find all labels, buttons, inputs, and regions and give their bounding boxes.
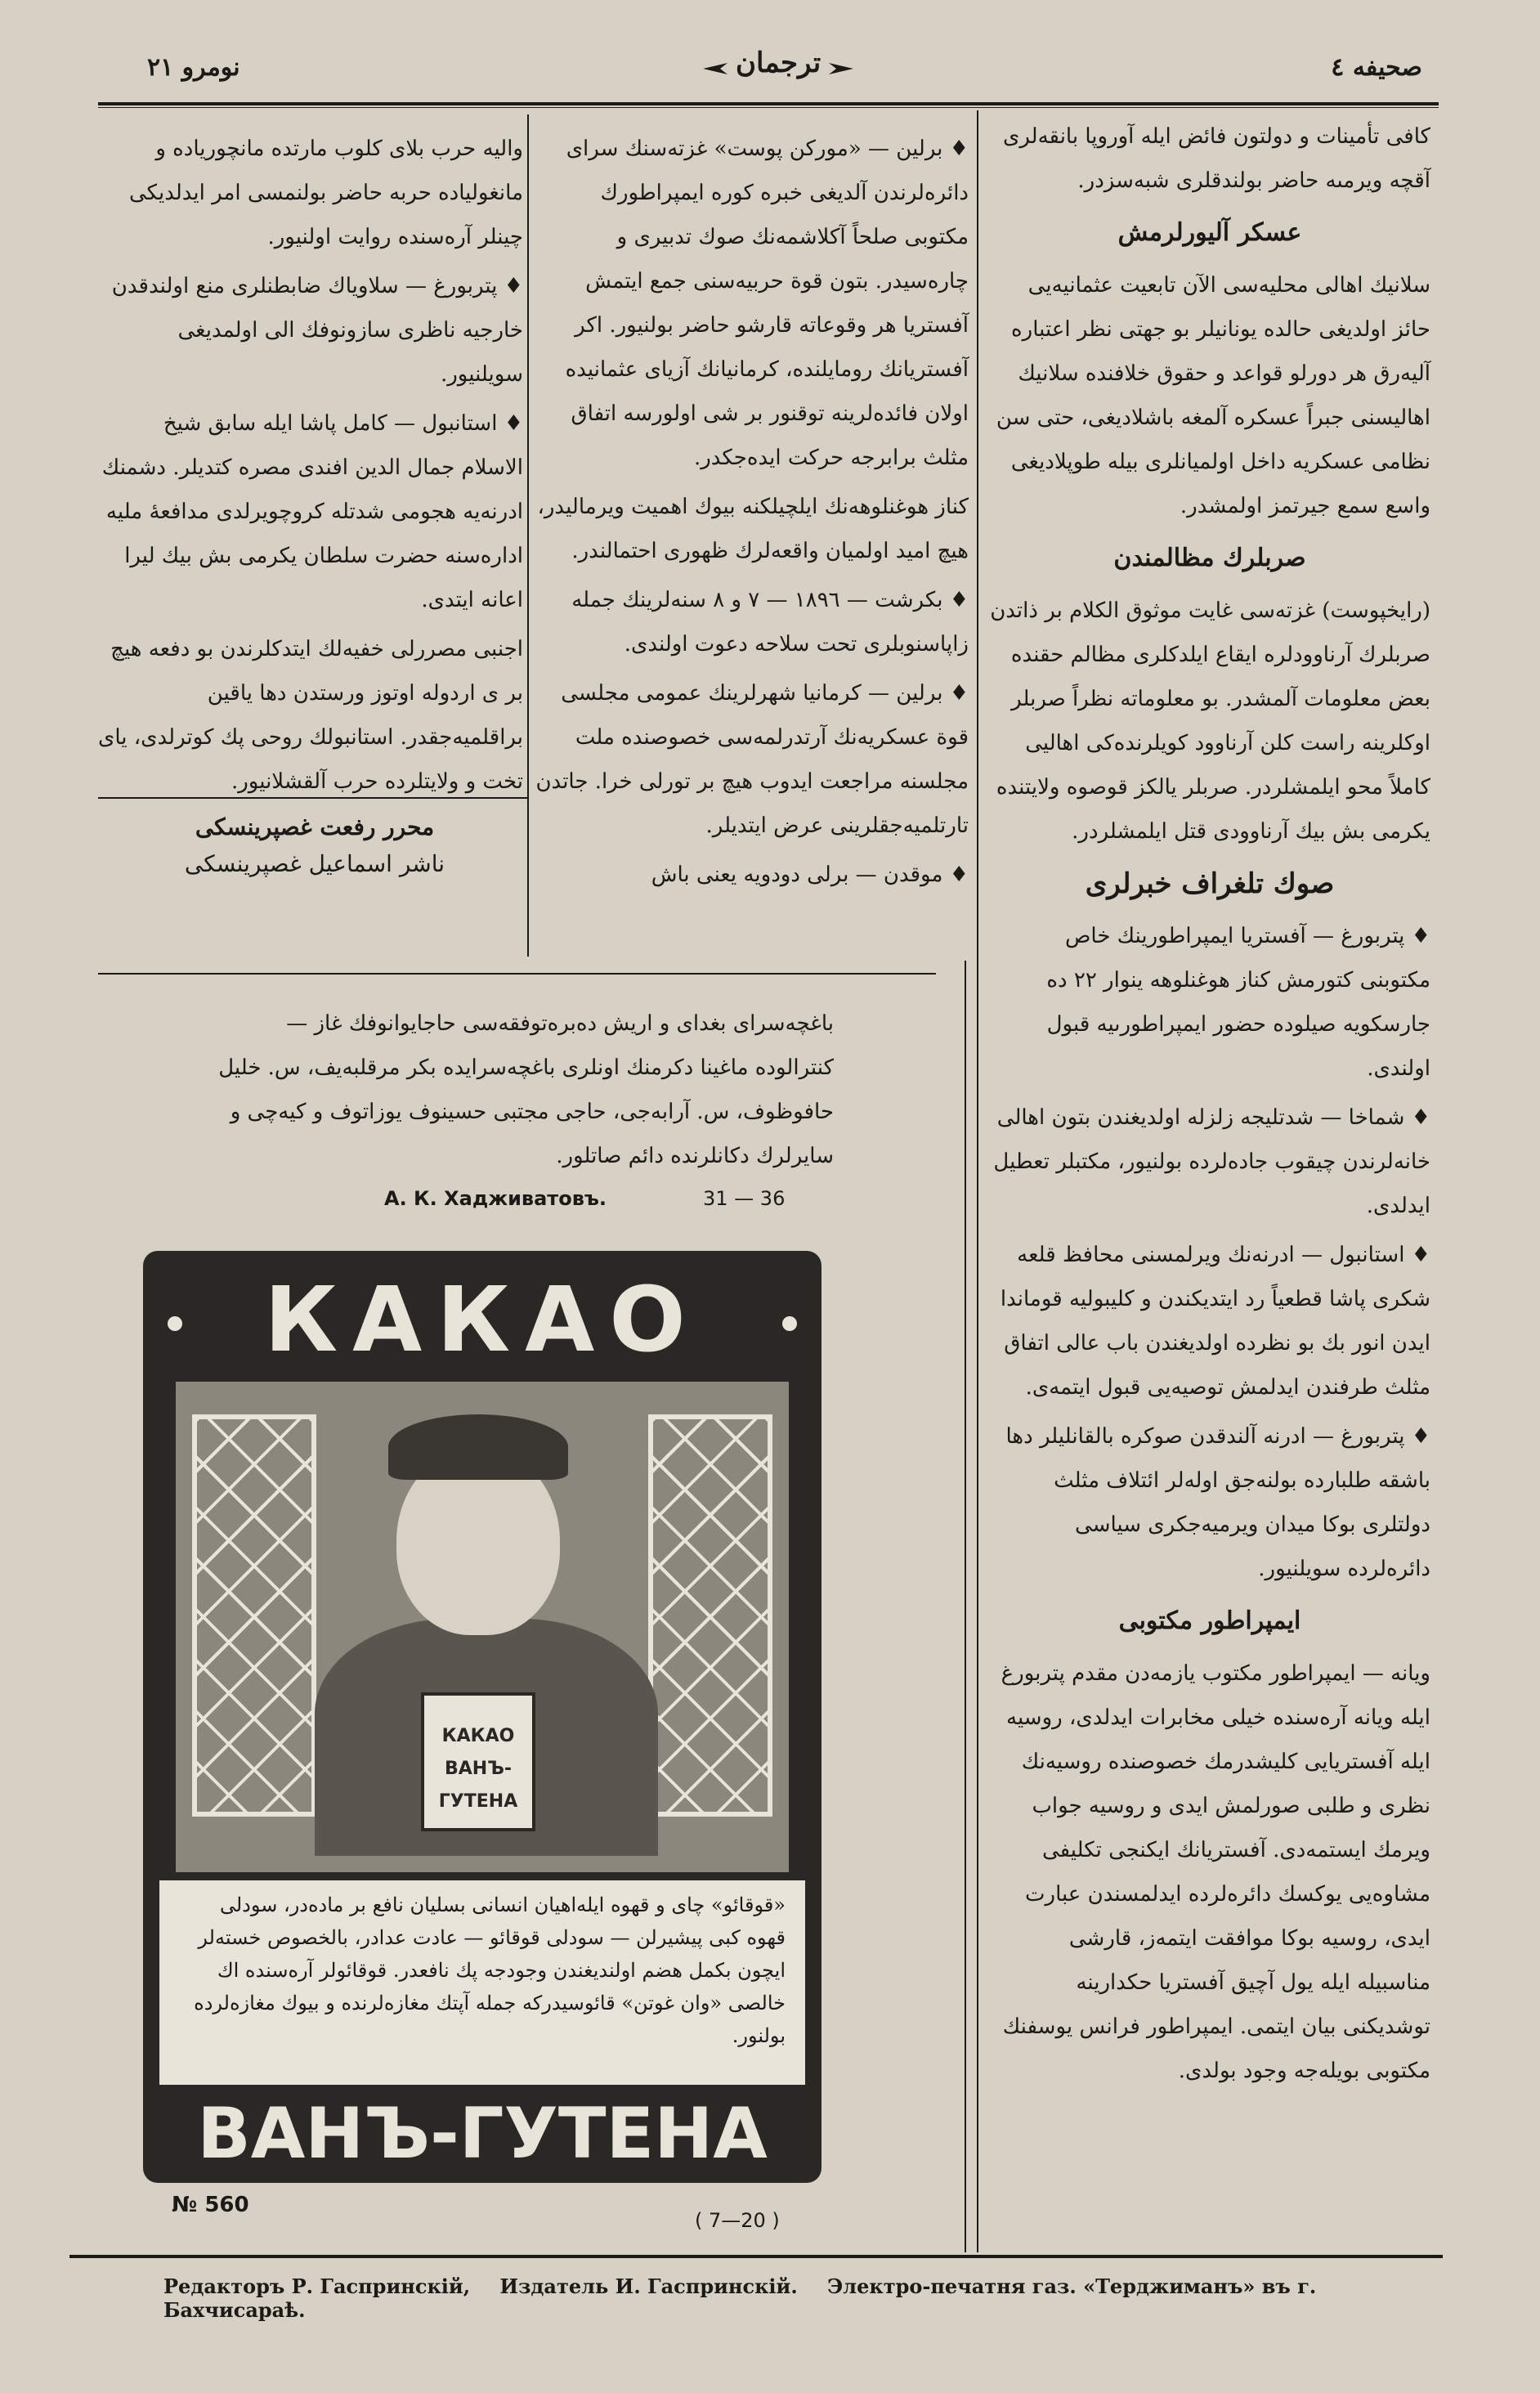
telegram-item: ♦ شماخا — شدتليجە زلزلە اولديغندن بتون اهالى خانەلرندن چيقوب جادەلردە بولنيور، مكتبلر تعطيل ايدلدى. [993, 1105, 1430, 1218]
masthead [98, 45, 1439, 102]
telegram-item: ♦ پتربورغ — ادرنە آلندقدن صوكره بالقانليلر دها باشقه طلبارده بولنەجق اولەلر ائتلاف مثلث دولتلرى بوكا ميدان ويرميەجكرى سياسى دائرەلرده سويلنيور. [1005, 1424, 1430, 1581]
telegram-item: ♦ استانبول — ادرنەنك ويرلمسنى محافظ قلعە شكرى پاشا قطعياً رد ايتديكندن و كليبوليە قوماندا ايدن انور بك بو نظرده اولديغندن باب عالى اتفاق مثلث طرفندن ايدلمش توصيەيى قبول ايتمەى. [1000, 1243, 1430, 1400]
page-number: صحيفه ٤ [1331, 53, 1422, 82]
telegram-item: ♦ برلين — كرمانيا شهرلرينك عمومى مجلسى قوة عسكريەنك آرتدرلمەسى خصوصنده ملت مجلسنه مراجعت ايدوب هيچ بر تورلى خرا. جاتدن تارتلميەجقلرينى عرض ايتديلر. [535, 681, 969, 838]
telegram-item: ♦ پتربورغ — سلاوياك ضابطنلرى منع اولندقدن خارجيە ناظرى سازونوفك الى اولمديغى سويلنيور. [111, 274, 523, 387]
notice-text: باغچەسراى بغداى و اريش دەبرەتوفقەسى حاجايوانوفك غاز — كنترالودە ماغينا دكرمنك اونلرى باغچەسرايدە بكر مرقلبەيف، س. خليل حافوظوف، س. آرابەجى، حاجى مجتبى حسينوف يوزاتوف و كيەچى و سايرلرك دكانلرنده دائم صاتلور. [218, 1011, 834, 1168]
cocoa-tin: КАКАО ВАНЪ-ГУТЕНА [421, 1692, 535, 1831]
article-heading: صوك تلغراف خبرلرى [1085, 867, 1335, 900]
ad-brand: ВАНЪ-ГУТЕНА [197, 2093, 768, 2175]
ad-title: КАКАО [264, 1267, 701, 1372]
ad-code: ( 7—20 ) [695, 2209, 780, 2232]
telegram-item: ♦ برلين — «موركن پوست» غزتەسنك سراى دائرەلرندن آلديغى خبره كوره ايمپراطورك مكتوبى صلحاً آكلاشمەنك صوك تدبيرى و چارەسيدر. بتون قوة حربيەسنى جمع ايتمش آفستريا هر وقوعاتە قارشو حاضر بولنيور. اكر آفستريانك رومايلندە، كرمانيانك آزياى عثمانيدە اولان فائدەلرينە توقنور بر شى اولورسە اتفاق مثلث برابرجە حركت ايدەجكدر. [565, 137, 969, 470]
telegram-item: ♦ استانبول — كامل پاشا ايلە سابق شيخ الاسلام جمال الدين افندى مصره كتديلر. دشمنك ادرنەيە هجومى شدتلە كروچويرلدى مدافعۀ مليە ادارەسنە حضرت سلطان يكرمى بش بيك ليرا اعانە ايتدى. [101, 411, 523, 612]
masthead-rule [98, 102, 1439, 105]
ad-body-text: «قوقائو» چاى و قهوە ايلەاهيان انسانى بسليان نافع بر مادەدر، سودلى قهوە كبى پيشيرلن — سودلى قوقائو — عادت عدادر، بالخصوص خستەلر ايچون بكمل هضم اولنديغندن وجودجه پك نافعدر. قوقائولر آرەسندە اك خالصى «وان غوتن» قائوسيدركه جملە آپتك مغازەلرنده و بيوك مغازەلرده بولنور. [159, 1880, 805, 2085]
column-divider-lower [965, 961, 966, 2252]
masthead-rule-thin [98, 107, 1439, 108]
footer-imprint [163, 2274, 1390, 2322]
figure-cap [388, 1414, 568, 1480]
shutter-right [648, 1414, 772, 1817]
footer-publisher: Издатель И. Гаспринскій. [499, 2274, 798, 2298]
article-heading: عسكر آليورلرمش [1117, 218, 1302, 247]
column-left [98, 127, 523, 809]
column-right [989, 114, 1430, 2098]
column-divider-right [977, 110, 978, 2252]
article-paragraph: (رايخپوست) غزتەسى غايت موثوق الكلام بر ذاتدن صربلرك آرناوودلرە ايقاع ايلدكلرى مظالم حقنده بعض معلومات آلمشدر. بو معلوماتە نظراً صربلر اوكلرينە راست كلن آرناوود كويلرندەكى اهاليى كاملاً محو ايلمشلردر. صربلر يالكز قوصوە ولايتندە يكرمى بش بيك آرناوودى قتل ايلمشلردر. [990, 598, 1430, 844]
section-rule [98, 973, 936, 975]
article-paragraph: ويانه — ايمپراطور مكتوب يازمەدن مقدم پتربورغ ايلە ويانه آرەسندە خيلى مخابرات ايدلدى، روسيە ايلە آفستريايى كليشدرمك خصوصنده روسيەنك نظرى و طلبى صورلمش ايدى و روسيە جواب ويرمك ايستمەدى. آفستريانك ايكنجى تكليفى مشاوەيى يوكسك دائرەلرده ايدلمسندن عبارت ايدى، روسيە بوكا موافقت ايتمەز، قارشى مناسبيلە ايلە يول آچيق آفستريا حكدارينە توشديكنى بيان ايتمى. ايمپراطور فرانس يوسفنك مكتوبى بويلەجە وجود بولدى. [1001, 1661, 1430, 2083]
telegram-item: واليە حرب بلاى كلوب مارتده مانچوريادە و مانغوليادە حربە حاضر بولنمسى امر ايدلديكى چينلر آرەسندە روايت اولنيور. [128, 137, 523, 249]
column-divider-left [527, 114, 529, 957]
footer-rule [69, 2255, 1443, 2258]
ad-maker-line: Наблюдать подпись: Н Фабрикантъ С. J. Van Houten & Zoon, Weesp (Голландія). [208, 2068, 757, 2084]
cocoa-advert [143, 1251, 821, 2183]
telegram-item: كناز هوغنلوهەنك ايلچيلكنە بيوك اهميت ويرماليدر، هيچ اميد اولميان واقعەلرك ظهورى احتمالندر. [537, 495, 969, 563]
telegram-item: اجنبى مصررلى خفيەلك ايتدكلرندن بو دفعه هيچ بر ى اردوله اوتوز ورستدن دها ياقين براقلميەجقدر. استانبولك روحى پك كوترلدى، ياى تخت و ولايتلرده حرب آلقشلانيور. [97, 637, 523, 794]
editor-signature: محرر رفعت غصپرينسكى [195, 813, 435, 840]
ad-number: № 560 [172, 2193, 249, 2217]
notice-code: 31 — 36 [703, 1187, 786, 1210]
notice-signature: А. К. Хадживатовъ. [384, 1187, 607, 1210]
ad-illustration [176, 1382, 789, 1872]
article-paragraph: كافى تأمينات و دولتون فائض ايله آوروپا بانقەلرى آقچە ويرمىە حاضر بولندقلرى شبەسزدر. [1002, 124, 1430, 193]
telegram-item: ♦ موقدن — برلى دودويه يعنى باش [651, 863, 969, 887]
issue-number: نومرو ٢١ [147, 53, 240, 82]
column-middle [535, 127, 969, 902]
article-heading: صربلرك مظالمندن [1113, 544, 1306, 572]
article-paragraph: سلانيك اهالى محليەسى الآن تابعيت عثمانيەيى حائز اولديغى حالدە يونانيلر بو جهتى نظر اعتبارە آليەرق هر دورلو قواعد و حقوق خلافنده سلانيك اهاليسنى جبراً عسكرە آلمغە باشلاديغى، حتى سن نظامى عسكريە داخل اولميانلرى بيلە طوپلاديغى واسع سمع جيرتمز اولمشدر. [996, 273, 1430, 518]
footer-editor: Редакторъ Р. Гаспринскій, [163, 2274, 471, 2298]
telegram-item: ♦ پتربورغ — آفستريا ايمپراطورينك خاص مكتوبنى كتورمش كناز هوغنلوهە ينوار ٢٢ ده جارسكويە صيلوده حضور ايمپراطورىيە قبول اولندى. [1046, 924, 1430, 1081]
signature-rule [98, 797, 527, 799]
telegram-item: ♦ بكرشت — ١٨٩٦ — ٧ و ٨ سنەلرينك جملە زاپاسنوبلرى تحت سلاحە دعوت اولندى. [571, 588, 969, 657]
article-heading: ايمپراطور مكتوبى [1118, 1607, 1301, 1635]
paper-name: ترجمان [703, 47, 853, 79]
footer-press: Электро-печатня газ. «Терджиманъ» въ г. Бахчисараѣ. [163, 2274, 1317, 2322]
shutter-left [192, 1414, 316, 1817]
publisher-signature: ناشر اسماعيل غصپرينسكى [184, 850, 445, 877]
